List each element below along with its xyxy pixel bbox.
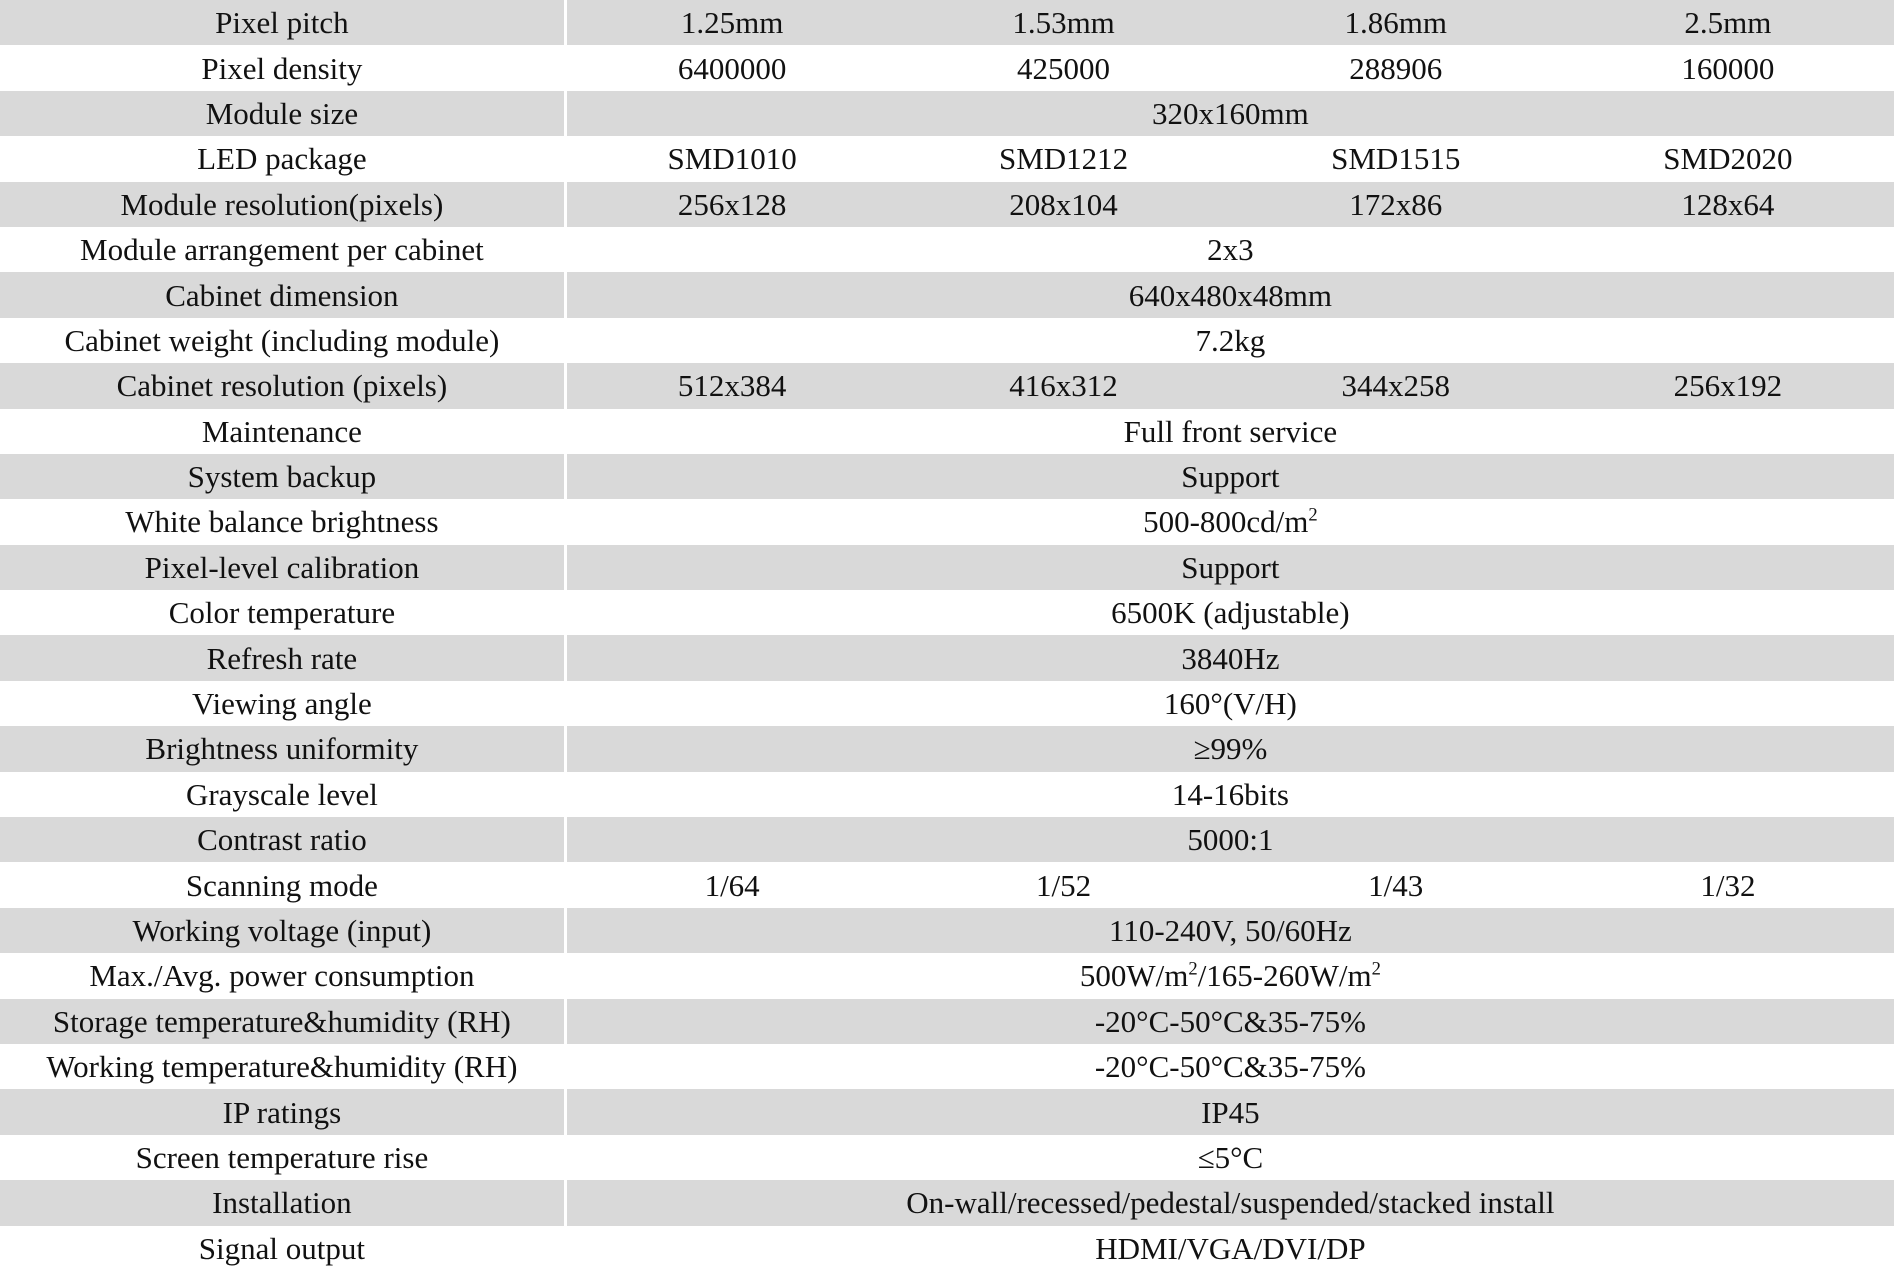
spec-value: 1/43 <box>1230 862 1562 907</box>
spec-label: Pixel density <box>0 45 565 90</box>
spec-value: 416x312 <box>897 363 1229 408</box>
spec-value-merged: Support <box>565 454 1894 499</box>
spec-value: 2.5mm <box>1562 0 1894 45</box>
spec-value-merged: ≥99% <box>565 726 1894 771</box>
spec-label: Cabinet dimension <box>0 272 565 317</box>
spec-value: 425000 <box>897 45 1229 90</box>
table-row <box>0 1044 1894 1089</box>
spec-value-merged: 3840Hz <box>565 635 1894 680</box>
spec-value: 6400000 <box>565 45 897 90</box>
spec-value: 288906 <box>1230 45 1562 90</box>
table-row <box>0 409 1894 454</box>
table-row <box>0 908 1894 953</box>
spec-label: Working voltage (input) <box>0 908 565 953</box>
spec-label: Viewing angle <box>0 681 565 726</box>
spec-value: 256x192 <box>1562 363 1894 408</box>
spec-value-merged: 640x480x48mm <box>565 272 1894 317</box>
spec-value: 1/32 <box>1562 862 1894 907</box>
table-row <box>0 1135 1894 1180</box>
spec-value-merged: IP45 <box>565 1089 1894 1134</box>
table-row <box>0 681 1894 726</box>
spec-value-merged: 160°(V/H) <box>565 681 1894 726</box>
table-row <box>0 1226 1894 1271</box>
spec-value-merged: $500W/m^2/165-260W/m^2$ <box>565 953 1894 998</box>
spec-label: Module resolution(pixels) <box>0 182 565 227</box>
table-row <box>0 272 1894 317</box>
table-row <box>0 726 1894 771</box>
spec-label: Storage temperature&humidity (RH) <box>0 999 565 1044</box>
table-row <box>0 499 1894 544</box>
spec-value: 344x258 <box>1230 363 1562 408</box>
spec-value: 160000 <box>1562 45 1894 90</box>
spec-value: SMD1515 <box>1230 136 1562 181</box>
spec-value-merged: On-wall/recessed/pedestal/suspended/stacked install <box>565 1180 1894 1225</box>
table-row <box>0 545 1894 590</box>
spec-value-merged: HDMI/VGA/DVI/DP <box>565 1226 1894 1271</box>
table-row <box>0 635 1894 680</box>
spec-label: Color temperature <box>0 590 565 635</box>
spec-value-merged: -20°C-50°C&35-75% <box>565 999 1894 1044</box>
spec-label: Refresh rate <box>0 635 565 680</box>
spec-value-merged: ≤5°C <box>565 1135 1894 1180</box>
spec-label: System backup <box>0 454 565 499</box>
spec-label: Scanning mode <box>0 862 565 907</box>
table-row <box>0 1089 1894 1134</box>
spec-label: Signal output <box>0 1226 565 1271</box>
spec-value: 1.86mm <box>1230 0 1562 45</box>
spec-label: Module arrangement per cabinet <box>0 227 565 272</box>
table-row <box>0 91 1894 136</box>
spec-value-merged: 2x3 <box>565 227 1894 272</box>
table-row <box>0 182 1894 227</box>
spec-label: Pixel pitch <box>0 0 565 45</box>
table-row <box>0 0 1894 45</box>
table-row <box>0 454 1894 499</box>
spec-label: LED package <box>0 136 565 181</box>
spec-label: Module size <box>0 91 565 136</box>
spec-value: 128x64 <box>1562 182 1894 227</box>
spec-value: 1/64 <box>565 862 897 907</box>
spec-label: Contrast ratio <box>0 817 565 862</box>
spec-value: 256x128 <box>565 182 897 227</box>
spec-value: SMD1010 <box>565 136 897 181</box>
table-row <box>0 953 1894 998</box>
spec-label: Maintenance <box>0 409 565 454</box>
table-row <box>0 590 1894 635</box>
spec-value-merged: $500-800cd/m^2$ <box>565 499 1894 544</box>
spec-value-merged: 320x160mm <box>565 91 1894 136</box>
spec-value: 512x384 <box>565 363 897 408</box>
spec-label: Cabinet resolution (pixels) <box>0 363 565 408</box>
spec-value: SMD2020 <box>1562 136 1894 181</box>
spec-value-merged: 6500K (adjustable) <box>565 590 1894 635</box>
spec-value: 208x104 <box>897 182 1229 227</box>
table-row <box>0 817 1894 862</box>
spec-value: 1.25mm <box>565 0 897 45</box>
spec-value-merged: Support <box>565 545 1894 590</box>
table-row <box>0 363 1894 408</box>
spec-label: Brightness uniformity <box>0 726 565 771</box>
spec-value-merged: 110-240V, 50/60Hz <box>565 908 1894 953</box>
spec-label: Working temperature&humidity (RH) <box>0 1044 565 1089</box>
spec-value-merged: 5000:1 <box>565 817 1894 862</box>
spec-label: IP ratings <box>0 1089 565 1134</box>
table-row <box>0 772 1894 817</box>
table-row <box>0 999 1894 1044</box>
table-row <box>0 227 1894 272</box>
table-row <box>0 1180 1894 1225</box>
table-row <box>0 136 1894 181</box>
spec-value-merged: 14-16bits <box>565 772 1894 817</box>
spec-label: Grayscale level <box>0 772 565 817</box>
spec-label: Screen temperature rise <box>0 1135 565 1180</box>
spec-value: 1.53mm <box>897 0 1229 45</box>
spec-label: Installation <box>0 1180 565 1225</box>
spec-label: Pixel-level calibration <box>0 545 565 590</box>
spec-label: Max./Avg. power consumption <box>0 953 565 998</box>
spec-label: White balance brightness <box>0 499 565 544</box>
spec-value-merged: -20°C-50°C&35-75% <box>565 1044 1894 1089</box>
table-row <box>0 318 1894 363</box>
spec-value-merged: Full front service <box>565 409 1894 454</box>
spec-value-merged: 7.2kg <box>565 318 1894 363</box>
table-row <box>0 862 1894 907</box>
table-row <box>0 45 1894 90</box>
spec-label: Cabinet weight (including module) <box>0 318 565 363</box>
spec-value: SMD1212 <box>897 136 1229 181</box>
spec-value: 1/52 <box>897 862 1229 907</box>
spec-value: 172x86 <box>1230 182 1562 227</box>
